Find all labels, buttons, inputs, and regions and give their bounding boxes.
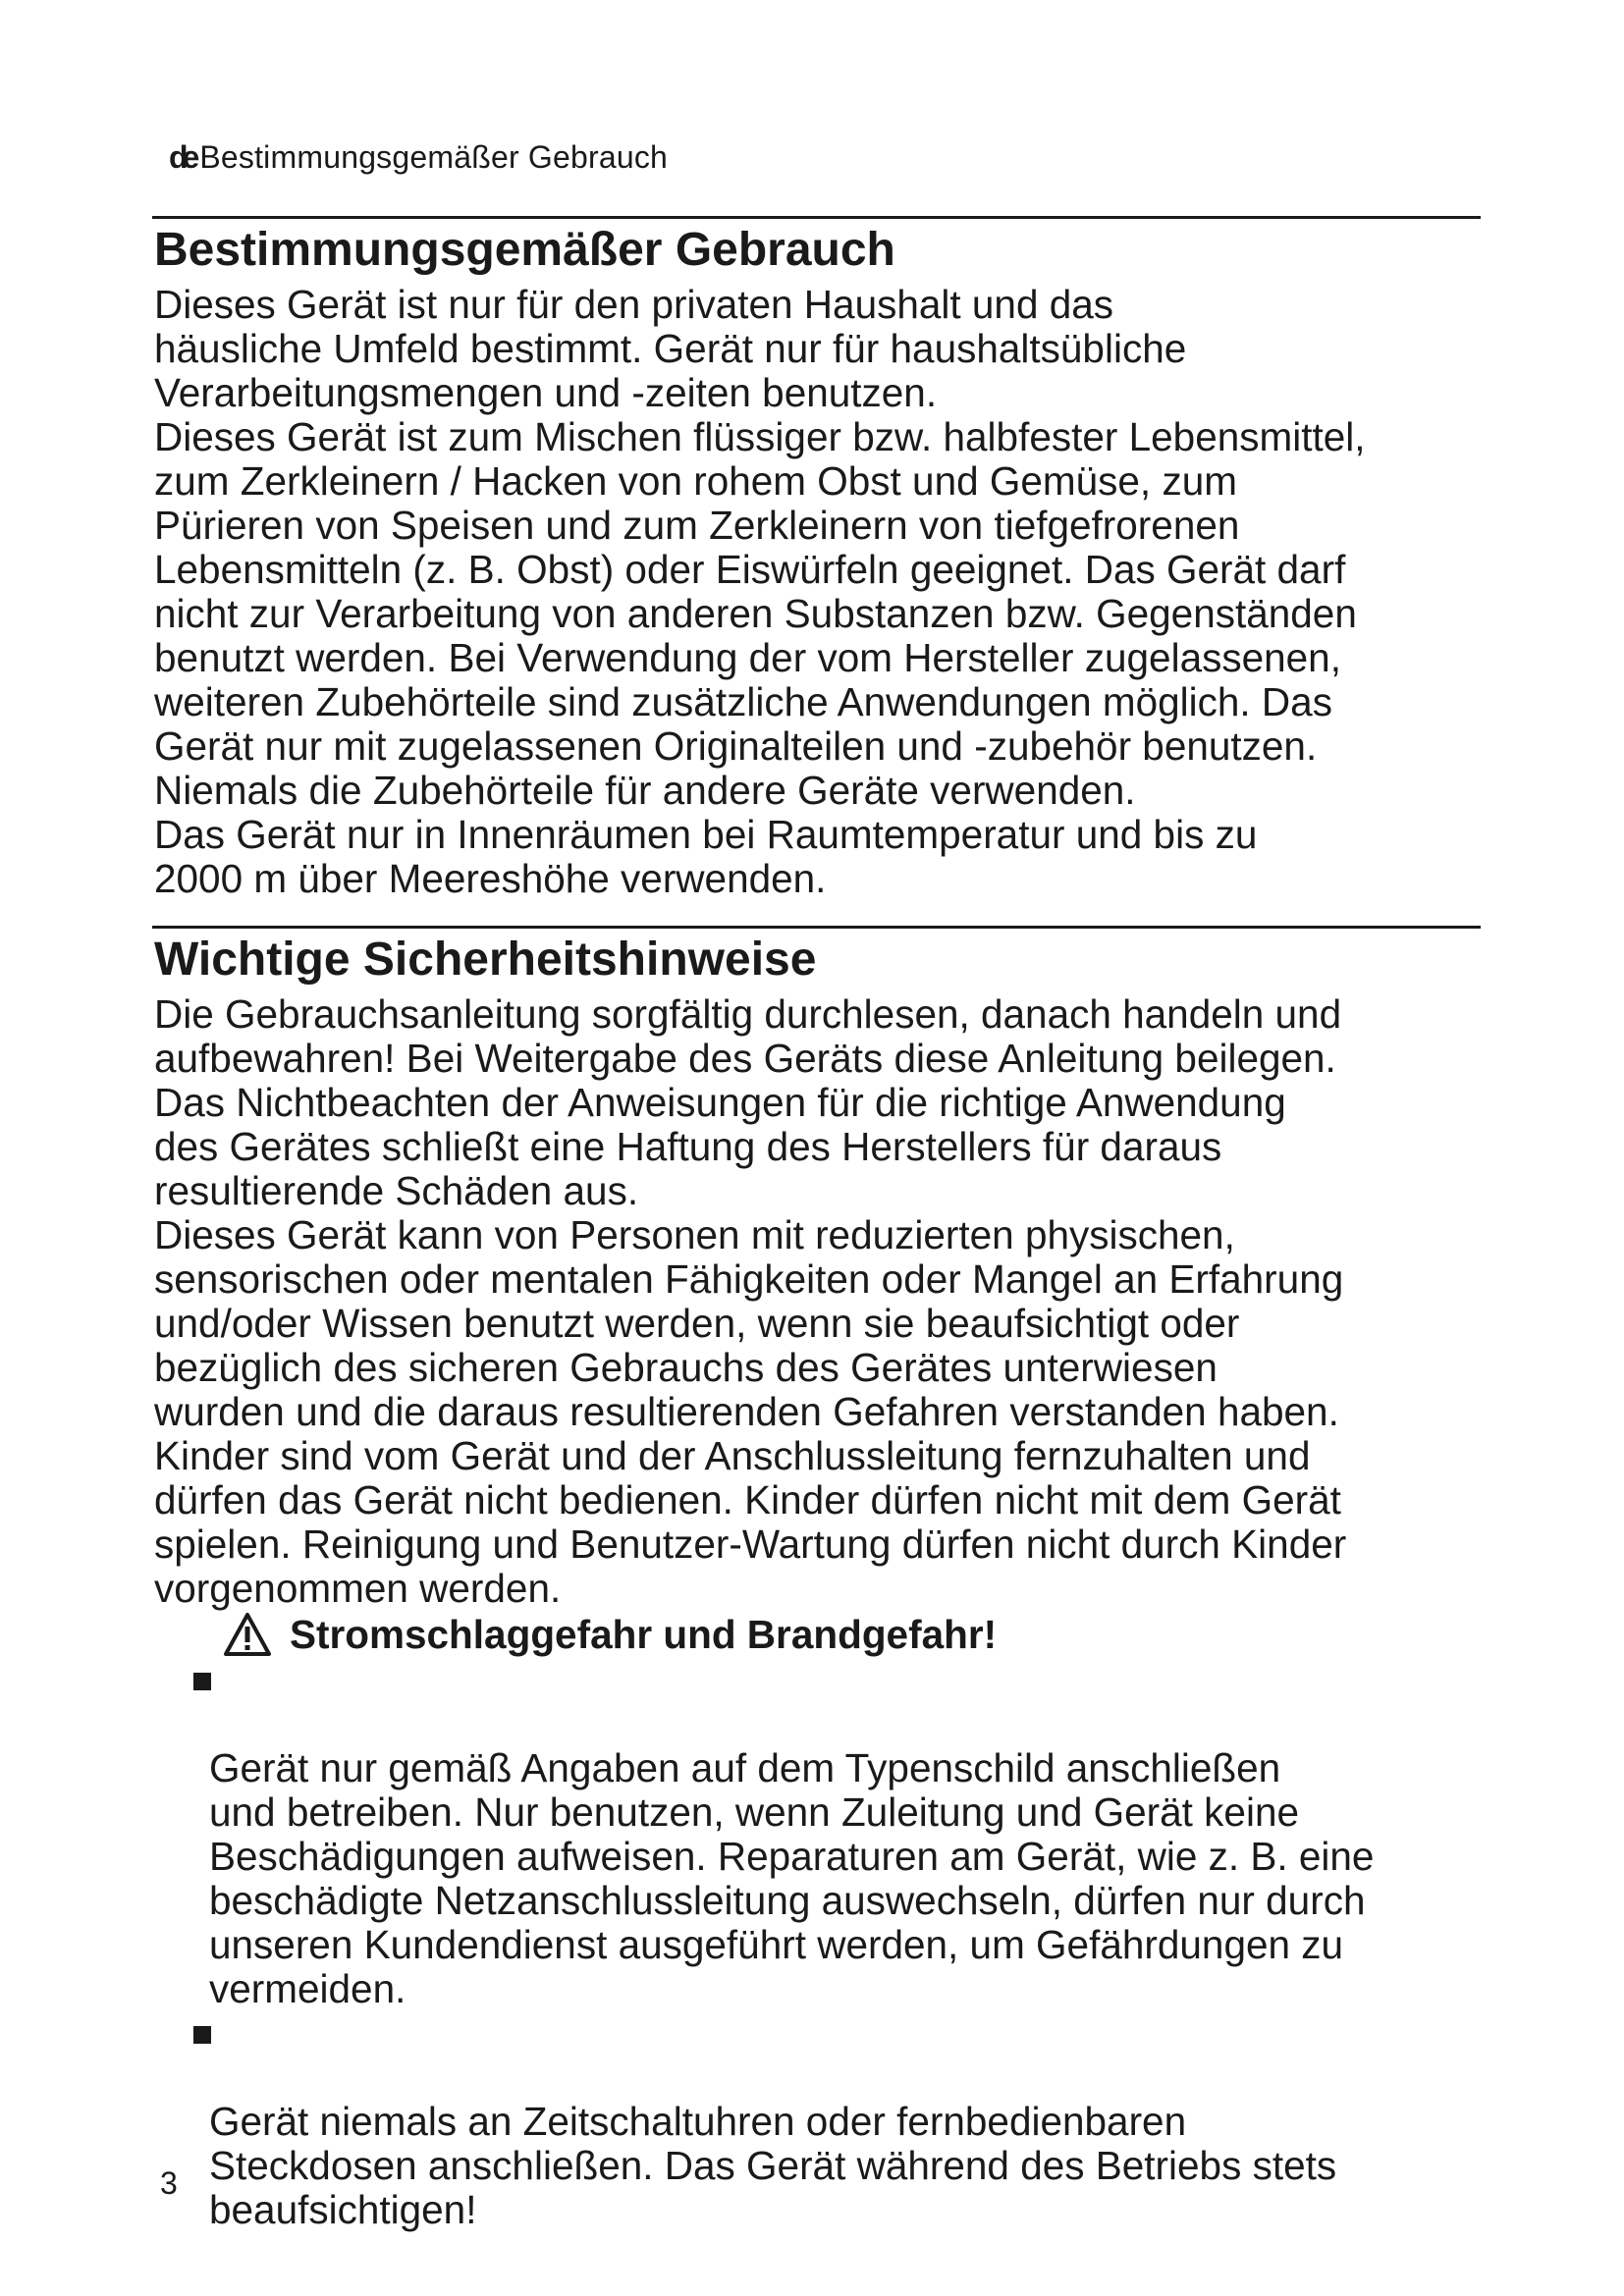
list-item-text: Gerät nur gemäß Angaben auf dem Typenschild anschließen und betreiben. Nur benutzen, wenn Zuleitung und Gerät keine Beschädigungen aufweisen. Reparaturen am Gerät, wie z. B. eine beschädigte Netzanschlussleitung auswechseln, dürfen nur durch unseren Kundendienst ausgeführt werden, um Gefährdungen zu vermeiden. bbox=[209, 1745, 1375, 2011]
section-divider bbox=[152, 926, 1481, 929]
section-intended-use bbox=[154, 222, 1499, 901]
section-divider bbox=[152, 216, 1481, 219]
list-item bbox=[154, 2011, 1499, 2232]
paragraph: Dieses Gerät ist nur für den privaten Haushalt und das häusliche Umfeld bestimmt. Gerät nur für haushaltsübliche Verarbeitungsmengen und -zeiten benutzen. bbox=[154, 282, 1187, 415]
paragraph: Dieses Gerät kann von Personen mit reduzierten physischen, sensorischen oder mentalen Fähigkeiten oder Mangel an Erfahrung und/oder Wissen benutzt werden, wenn sie beaufsichtigt oder bezüglich des sicheren Gebrauchs des Gerätes unterwiesen wurden und die daraus resultierenden Gefahren verstanden haben. Kinder sind vom Gerät und der Anschlussleitung fernzuhalten und dürfen das Gerät nicht bedienen. Kinder dürfen nicht mit dem Gerät spielen. Reinigung und Benutzer-Wartung dürfen nicht durch Kinder vorgenommen werden. bbox=[154, 1212, 1347, 1611]
square-bullet-icon bbox=[193, 1673, 211, 1690]
language-code: de bbox=[169, 139, 194, 175]
paragraph: Die Gebrauchsanleitung sorgfältig durchlesen, danach handeln und aufbewahren! Bei Weitergabe des Geräts diese Anleitung beilegen. Das Nichtbeachten der Anweisungen für die richtige Anwendung des Gerätes schließt eine Haftung des Herstellers für daraus resultierende Schäden aus. bbox=[154, 991, 1342, 1213]
list-item-text: Gerät niemals an Zeitschaltuhren oder fernbedienbaren Steckdosen anschließen. Das Gerät während des Betriebs stets beaufsichtigen! bbox=[209, 2099, 1337, 2232]
paragraph: Das Gerät nur in Innenräumen bei Raumtemperatur und bis zu 2000 m über Meereshöhe verwenden. bbox=[154, 812, 1258, 901]
warning-heading bbox=[223, 1611, 1499, 1658]
section-heading: Bestimmungsgemäßer Gebrauch bbox=[154, 224, 895, 276]
square-bullet-icon bbox=[193, 2026, 211, 2044]
warning-triangle-icon bbox=[223, 1612, 272, 1657]
warning-title: Stromschlaggefahr und Brandgefahr! bbox=[290, 1612, 998, 1657]
running-header bbox=[169, 137, 668, 177]
list-item bbox=[154, 1658, 1499, 2011]
section-safety-notes bbox=[154, 932, 1499, 2232]
section-heading: Wichtige Sicherheitshinweise bbox=[154, 934, 817, 986]
running-header-title: Bestimmungsgemäßer Gebrauch bbox=[199, 139, 669, 175]
paragraph: Dieses Gerät ist zum Mischen flüssiger bzw. halbfester Lebensmittel, zum Zerkleinern / Hacken von rohem Obst und Gemüse, zum Pürieren von Speisen und zum Zerkleinern von tiefgefrorenen Lebensmitteln (z. B. Obst) oder Eiswürfeln geeignet. Das Gerät darf nicht zur Verarbeitung von anderen Substanzen bzw. Gegenständen benutzt werden. Bei Verwendung der vom Hersteller zugelassenen, weiteren Zubehörteile sind zusätzliche Anwendungen möglich. Das Gerät nur mit zugelassenen Originalteilen und -zubehör benutzen. Niemals die Zubehörteile für andere Geräte verwenden. bbox=[154, 414, 1366, 813]
page-number: 3 bbox=[160, 2165, 178, 2201]
